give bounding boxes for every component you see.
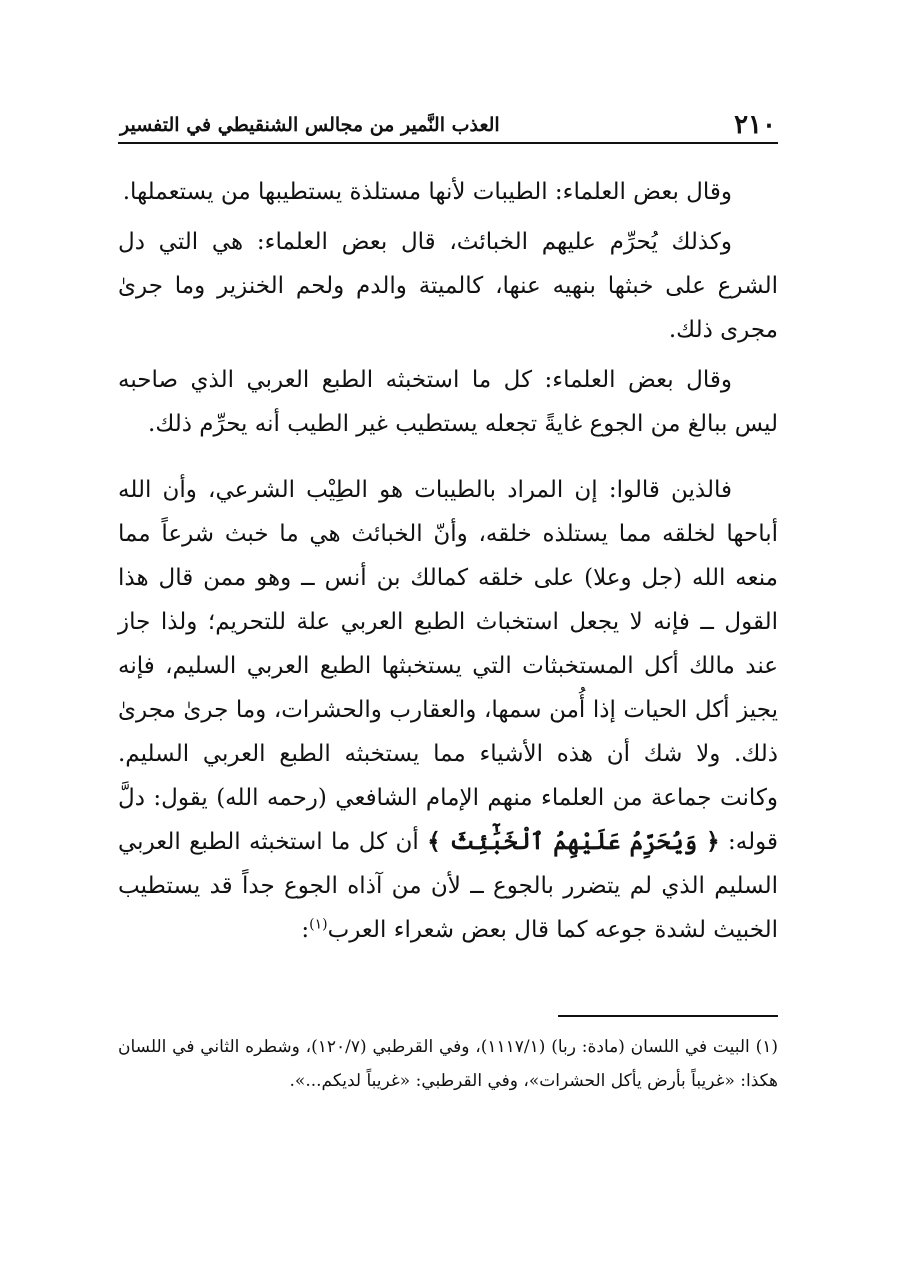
header-title: العذب النَّمير من مجالس الشنقيطي في التفسير — [120, 114, 500, 136]
footnote-1: (١) البيت في اللسان (مادة: ربا) (١١١٧/١)، وفي القرطبي (١٢٠/٧)، وشطره الثاني في اللسان هكذا: «غريباً بأرض يأكل الحشرات»، وفي القرطبي: «غريباً لديكم...». — [118, 1037, 778, 1091]
paragraph-4-part-1: فالذين قالوا: إن المراد بالطيبات هو الطِيْب الشرعي، وأن الله أباحها لخلقه مما يستلذه خلقه، وأنّ الخبائث هي ما خبث شرعاً مما منعه الله (جل وعلا) على خلقه كمالك بن أنس ــ وهو ممن قال هذا القول ــ فإنه لا يجعل استخباث الطبع العربي علة للتحريم؛ ولذا جاز عند مالك أكل المستخبثات التي يستخبثها الطبع العربي السليم، فإنه يجيز أكل الحيات إذا أُمن سمها، والعقارب والحشرات، وما جرىٰ مجرىٰ ذلك. ولا شك أن هذه الأشياء مما يستخبثه الطبع العربي السليم. وكانت جماعة من العلماء منهم الإمام الشافعي (رحمه الله) يقول: دلَّ قوله: — [118, 477, 779, 855]
body-text — [118, 170, 778, 952]
footnote-reference: (١) — [309, 916, 328, 933]
footnotes — [118, 1030, 778, 1098]
paragraph-4-part-2: أن كل ما استخبثه الطبع العربي السليم الذي لم يتضرر بالجوع ــ لأن من آذاه الجوع جداً قد يستطيب الخبيث لشدة جوعه كما قال بعض شعراء العرب — [118, 829, 778, 943]
book-page — [118, 108, 778, 1228]
paragraph-1: وقال بعض العلماء: الطيبات لأنها مستلذة يستطيبها من يستعملها. — [122, 179, 732, 205]
running-head — [118, 108, 778, 144]
paragraph-4 — [118, 468, 778, 952]
paragraph-4-end: : — [301, 917, 310, 943]
paragraph-3: وقال بعض العلماء: كل ما استخبثه الطبع العربي الذي صاحبه ليس ببالغ من الجوع غايةً تجعله يستطيب غير الطيب أنه يحرِّم ذلك. — [118, 367, 778, 437]
footnote-divider — [558, 1015, 778, 1017]
quran-verse: ﴿ وَيُحَرِّمُ عَلَيْهِمُ ٱلْخَبَٰٓئِثَ ﴾ — [427, 828, 720, 855]
paragraph-2: وكذلك يُحرِّم عليهم الخبائث، قال بعض العلماء: هي التي دل الشرع على خبثها بنهيه عنها، كالميتة والدم ولحم الخنزير وما جرىٰ مجرى ذلك. — [118, 229, 778, 343]
page-number: ٢١٠ — [734, 110, 776, 140]
